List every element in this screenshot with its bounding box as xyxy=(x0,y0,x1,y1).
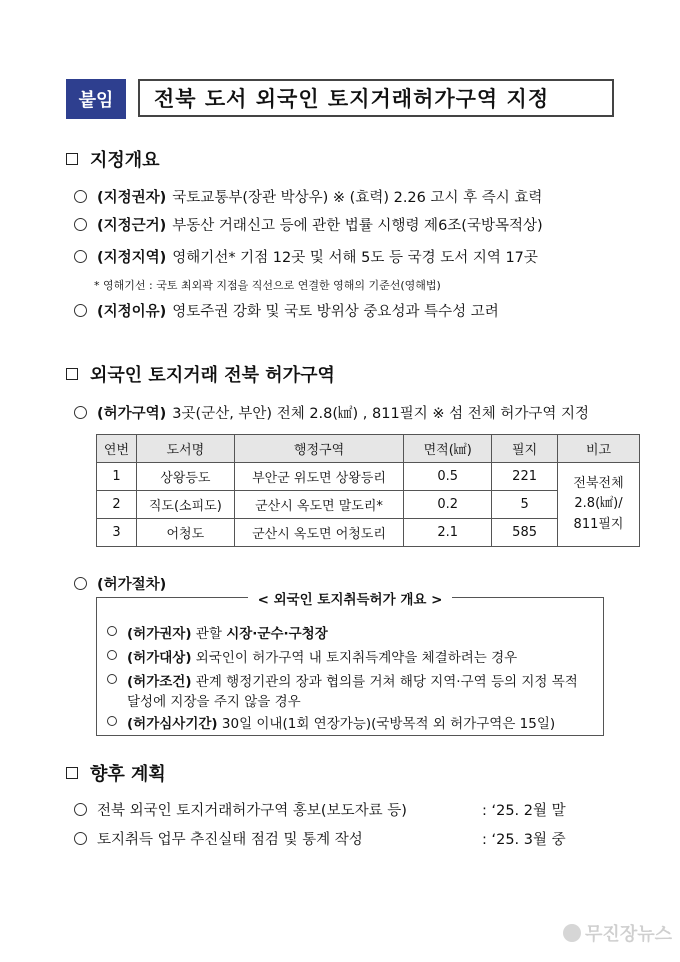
item-text: 국토교통부(장관 박상우) ※ (효력) 2.26 고시 후 즉시 효력 xyxy=(172,190,543,206)
table-header-row xyxy=(97,435,640,463)
box-item-label: (허가심사기간) xyxy=(127,716,218,732)
table-cell: 3 xyxy=(97,519,137,547)
table-cell: 1 xyxy=(97,463,137,491)
overview-item-2 xyxy=(74,214,543,235)
circle-bullet-icon xyxy=(74,803,87,816)
overview-item-4 xyxy=(74,300,499,321)
plan-item-1 xyxy=(74,799,407,820)
plan-item-2 xyxy=(74,828,363,849)
watermark-text: 무진장뉴스 xyxy=(585,924,672,945)
small-circle-icon xyxy=(107,650,117,660)
box-item-text: 30일 이내(1회 연장가능)(국방목적 외 허가구역은 15일) xyxy=(217,716,556,732)
watermark-logo-icon xyxy=(563,924,581,942)
table-cell: 221 xyxy=(492,463,558,491)
square-bullet-icon xyxy=(66,153,78,165)
box-item-label: (허가조건) xyxy=(127,674,192,690)
remark-line: 2.8(㎢)/ xyxy=(574,496,623,512)
table-cell: 0.2 xyxy=(404,491,492,519)
plan-date-1: : ‘25. 2월 말 xyxy=(482,803,566,819)
box-title-text: < 외국인 토지취득허가 개요 > xyxy=(248,592,453,608)
circle-bullet-icon xyxy=(74,250,87,263)
box-item-text: 관계 행정기관의 장과 협의를 거쳐 해당 지역·구역 등의 지정 목적 xyxy=(191,674,578,690)
box-item-text: 외국인이 허가구역 내 토지취득계약을 체결하려는 경우 xyxy=(191,650,518,666)
section2-heading xyxy=(66,361,335,387)
table-header: 면적(㎢) xyxy=(404,435,492,463)
section2-heading-text: 외국인 토지거래 전북 허가구역 xyxy=(90,365,335,386)
plan-date-2: : ‘25. 3월 중 xyxy=(482,832,566,848)
overview-item-3 xyxy=(74,246,538,267)
box-item-emphasis: 시장·군수·구청장 xyxy=(226,626,328,642)
section1-heading-text: 지정개요 xyxy=(90,150,160,171)
box-title xyxy=(97,588,603,608)
circle-bullet-icon xyxy=(74,190,87,203)
page-title: 전북 도서 외국인 토지거래허가구역 지정 xyxy=(138,79,614,117)
table-cell: 어청도 xyxy=(136,519,234,547)
zone-table xyxy=(96,434,640,547)
small-circle-icon xyxy=(107,674,117,684)
table-cell: 2.1 xyxy=(404,519,492,547)
circle-bullet-icon xyxy=(74,218,87,231)
table-header: 도서명 xyxy=(136,435,234,463)
section1-heading xyxy=(66,146,160,172)
small-circle-icon xyxy=(107,716,117,726)
item-text: 3곳(군산, 부안) 전체 2.8(㎢) , 811필지 ※ 섬 전체 허가구역 지정 xyxy=(172,406,589,422)
plan-text: 토지취득 업무 추진실태 점검 및 통계 작성 xyxy=(97,832,363,848)
circle-bullet-icon xyxy=(74,304,87,317)
box-item xyxy=(107,622,328,642)
box-item xyxy=(107,712,555,732)
circle-bullet-icon xyxy=(74,832,87,845)
item-label: (허가구역) xyxy=(97,406,167,422)
item-label: (지정권자) xyxy=(97,190,167,206)
section3-heading xyxy=(66,760,166,786)
table-cell: 군산시 옥도면 어청도리 xyxy=(234,519,404,547)
zone-summary xyxy=(74,402,589,423)
item-text: 부동산 거래신고 등에 관한 법률 시행령 제6조(국방목적상) xyxy=(172,218,543,234)
box-item-text: 관할 xyxy=(191,626,227,642)
circle-bullet-icon xyxy=(74,406,87,419)
box-item-label: (허가대상) xyxy=(127,650,192,666)
table-cell: 군산시 옥도면 말도리* xyxy=(234,491,404,519)
table-header: 비고 xyxy=(558,435,640,463)
table-remark-cell xyxy=(558,463,640,547)
plan-text: 전북 외국인 토지거래허가구역 홍보(보도자료 등) xyxy=(97,803,407,819)
item-text: 영토주권 강화 및 국토 방위상 중요성과 특수성 고려 xyxy=(172,304,499,320)
table-header: 필지 xyxy=(492,435,558,463)
item-label: (허가절차) xyxy=(97,577,167,593)
permit-overview-box xyxy=(96,592,604,736)
item-text: 영해기선* 기점 12곳 및 서해 5도 등 국경 도서 지역 17곳 xyxy=(172,250,538,266)
table-cell: 직도(소피도) xyxy=(136,491,234,519)
table-cell: 5 xyxy=(492,491,558,519)
box-item-label: (허가권자) xyxy=(127,626,192,642)
square-bullet-icon xyxy=(66,368,78,380)
table-row xyxy=(97,463,640,491)
item-label: (지정근거) xyxy=(97,218,167,234)
overview-item-1 xyxy=(74,186,542,207)
circle-bullet-icon xyxy=(74,577,87,590)
table-header: 행정구역 xyxy=(234,435,404,463)
footnote: * 영해기선 : 국토 최외곽 지점을 직선으로 연결한 영해의 기준선(영해법) xyxy=(94,279,441,292)
watermark xyxy=(563,920,672,946)
table-cell: 0.5 xyxy=(404,463,492,491)
remark-line: 811필지 xyxy=(573,516,624,532)
table-cell: 2 xyxy=(97,491,137,519)
item-label: (지정지역) xyxy=(97,250,167,266)
section3-heading-text: 향후 계획 xyxy=(90,764,166,785)
table-cell: 상왕등도 xyxy=(136,463,234,491)
square-bullet-icon xyxy=(66,767,78,779)
box-item xyxy=(107,646,517,666)
box-item-text: 달성에 지장을 주지 않을 경우 xyxy=(127,694,301,710)
item-label: (지정이유) xyxy=(97,304,167,320)
table-cell: 585 xyxy=(492,519,558,547)
small-circle-icon xyxy=(107,626,117,636)
box-item xyxy=(107,670,578,710)
attachment-badge: 붙임 xyxy=(66,79,126,119)
table-cell: 부안군 위도면 상왕등리 xyxy=(234,463,404,491)
remark-line: 전북전체 xyxy=(573,476,624,492)
table-header: 연번 xyxy=(97,435,137,463)
